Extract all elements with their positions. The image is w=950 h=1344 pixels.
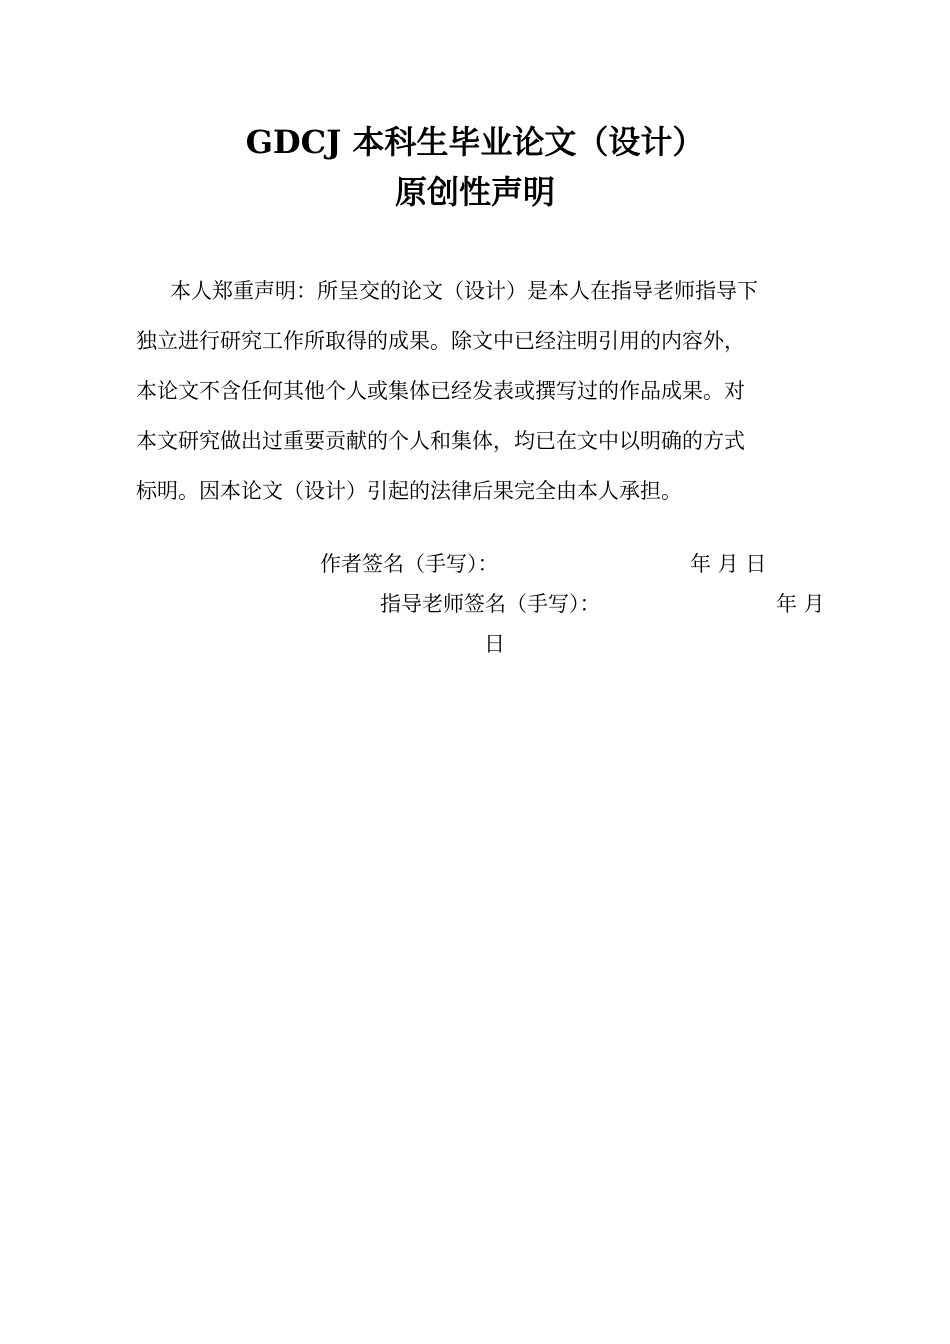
author-signature-date: 年 月 日 xyxy=(690,552,767,576)
statement-line-5: 标明。因本论文（设计）引起的法律后果完全由本人承担。 xyxy=(136,479,682,503)
statement-line-3: 本论文不含任何其他个人或集体已经发表或撰写过的作品成果。对 xyxy=(136,379,745,403)
advisor-signature-day: 日 xyxy=(484,632,505,656)
statement-line-4: 本文研究做出过重要贡献的个人和集体，均已在文中以明确的方式 xyxy=(136,429,745,453)
title-line-2: 原创性声明 xyxy=(394,173,555,211)
title-line-1: GDCJ 本科生毕业论文（设计） xyxy=(245,123,705,161)
statement-line-1: 本人郑重声明：所呈交的论文（设计）是本人在指导老师指导下 xyxy=(170,279,758,303)
author-signature-label: 作者签名（手写）： xyxy=(320,552,499,576)
statement-line-2: 独立进行研究工作所取得的成果。除文中已经注明引用的内容外， xyxy=(136,329,745,353)
advisor-signature-date: 年 月 xyxy=(776,592,825,616)
advisor-signature-label: 指导老师签名（手写）： xyxy=(380,592,601,616)
